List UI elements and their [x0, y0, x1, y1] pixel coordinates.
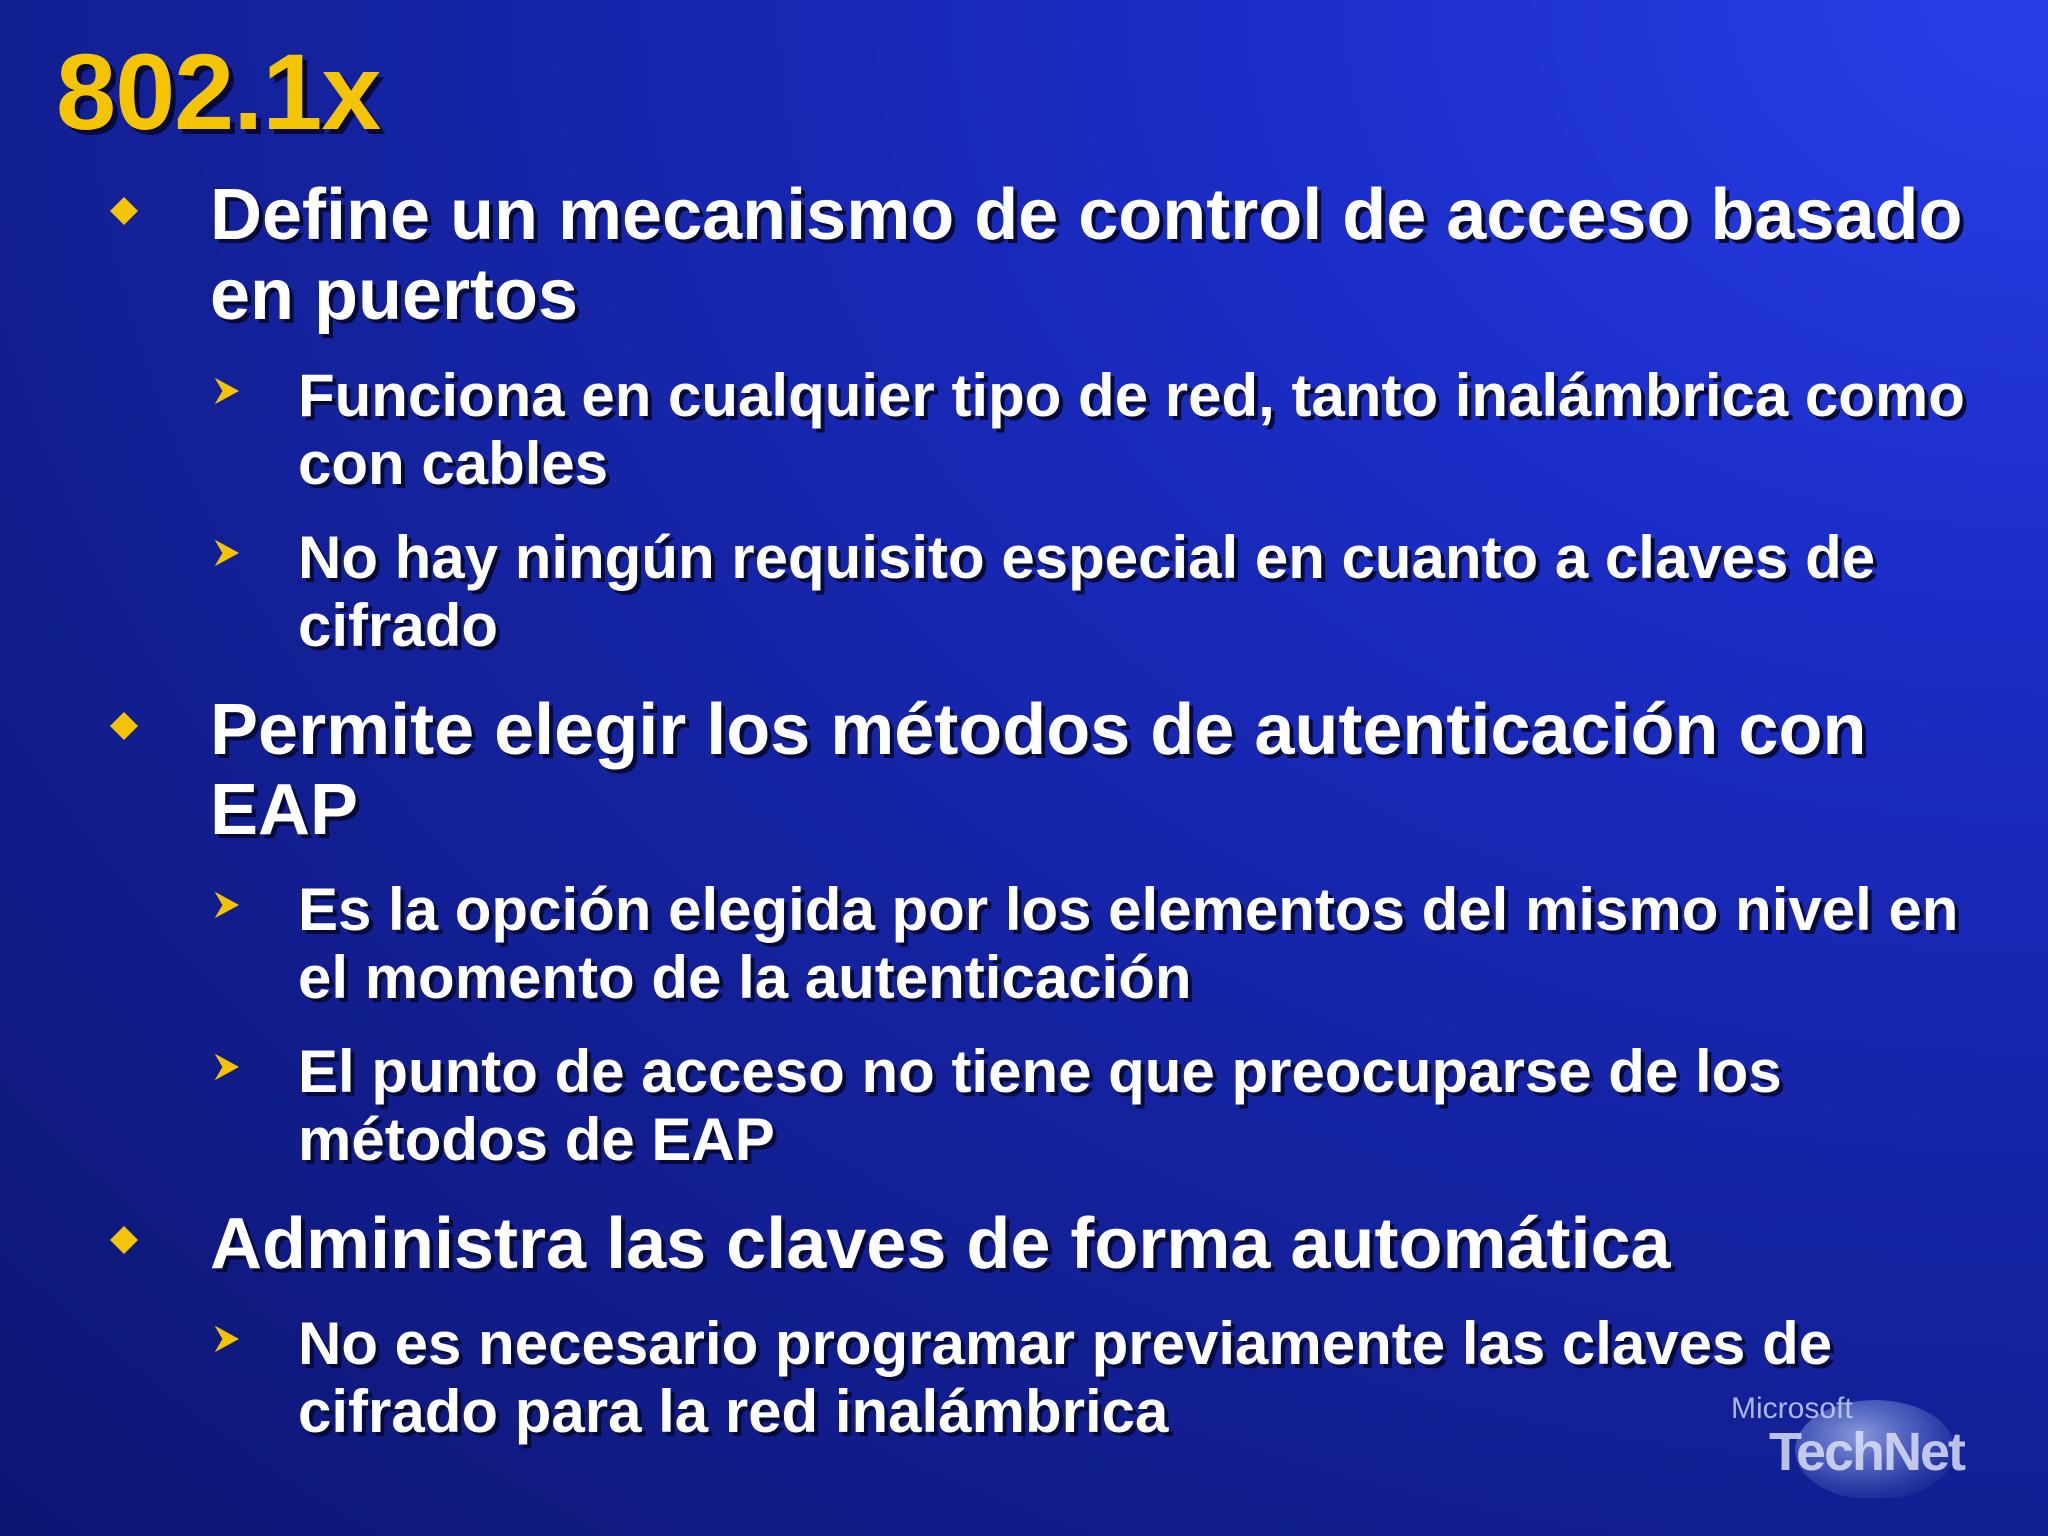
arrow-bullet-icon: [212, 890, 242, 920]
sub-bullet-text: No es necesario programar previamente las claves de cifrado para la red inalámbrica: [298, 1310, 1833, 1445]
bullet-text: Define un mecanismo de control de acceso basado en puertos: [210, 175, 1963, 335]
logo-brand-small: Microsoft: [1731, 1392, 1853, 1425]
sub-bullet-text: Es la opción elegida por los elementos del mismo nivel en el momento de la autenticación: [298, 876, 1959, 1011]
sub-bullet-text: El punto de acceso no tiene que preocuparse de los métodos de EAP: [298, 1038, 1782, 1173]
logo-brand-large: TechNet: [1769, 1422, 1965, 1482]
arrow-bullet-icon: [212, 376, 242, 406]
sub-bullet-text: Funciona en cualquier tipo de red, tanto inalámbrica como con cables: [298, 362, 1965, 497]
sub-bullet-text: No hay ningún requisito especial en cuanto a claves de cifrado: [298, 524, 1876, 659]
diamond-bullet-icon: [110, 197, 138, 225]
arrow-bullet-icon: [212, 538, 242, 568]
bullet-text: Administra las claves de forma automática: [210, 1204, 1671, 1284]
diamond-bullet-icon: [110, 1226, 138, 1254]
diamond-bullet-icon: [110, 712, 138, 740]
arrow-bullet-icon: [212, 1324, 242, 1354]
microsoft-technet-logo: [1725, 1378, 2005, 1498]
bullet-text: Permite elegir los métodos de autenticación con EAP: [210, 690, 1867, 850]
slide-title: 802.1x: [56, 31, 381, 152]
arrow-bullet-icon: [212, 1052, 242, 1082]
